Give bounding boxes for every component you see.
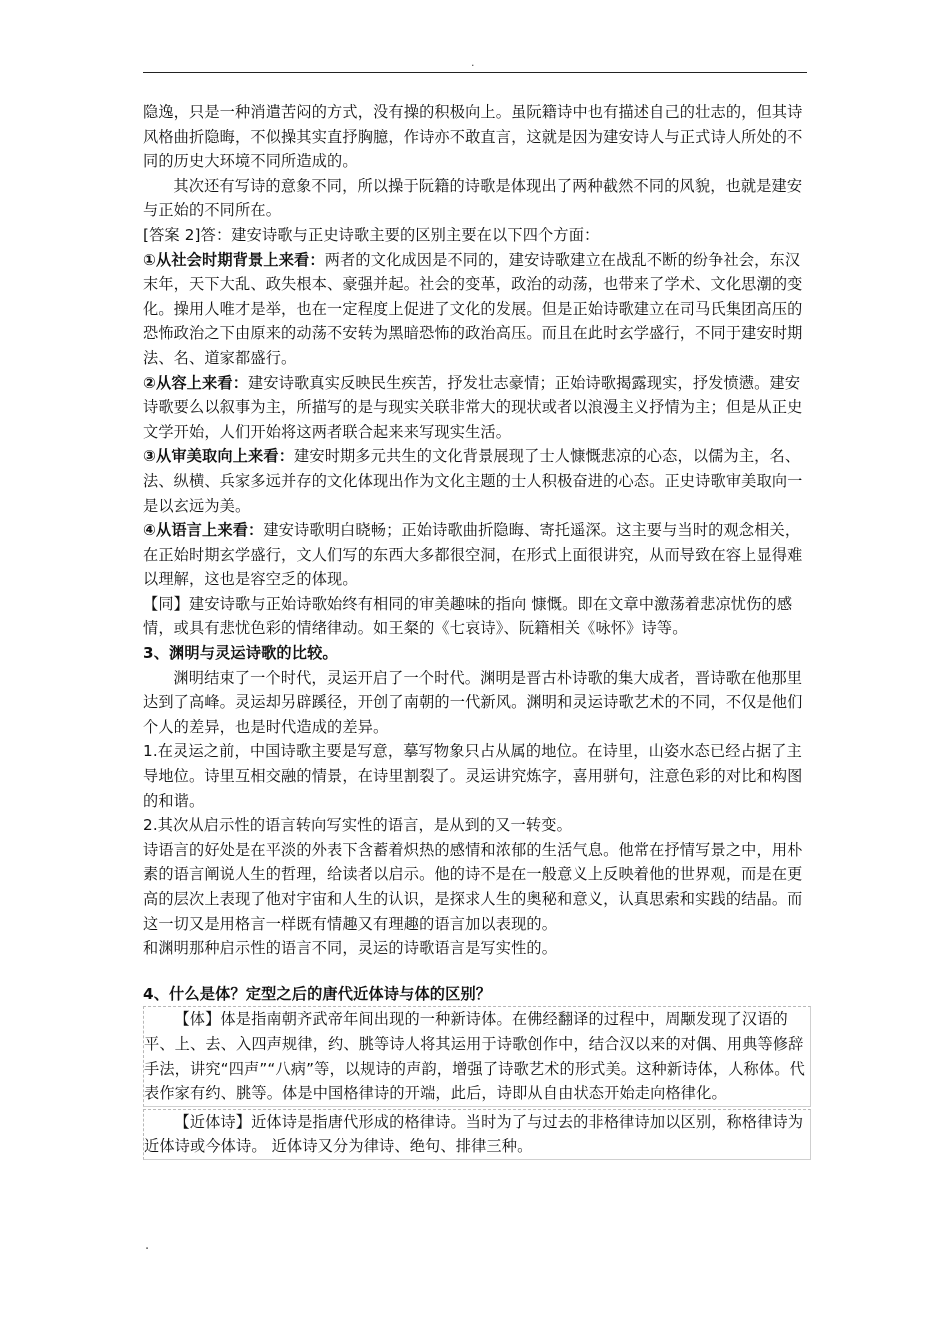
paragraph-continued: 隐逸，只是一种消遣苦闷的方式，没有操的积极向上。虽阮籍诗中也有描述自己的壮志的，但其诗风格曲折隐晦，不似操其实直抒胸臆，作诗亦不敢直言，这就是因为建安诗人与正式诗人所处的不同的历史大环境不同所造成的。 — [143, 103, 803, 171]
point-3-text: 建安时期多元共生的文化背景展现了士人慷慨悲凉的心态，以儒为主，名、法、纵横、兵家多远并存的文化体现出作为文化主题的士人积极奋进的心态。正史诗歌审美取向一是以玄远为美。 — [143, 447, 803, 515]
header-rule — [143, 72, 807, 73]
section-3-heading: 3、渊明与灵运诗歌的比较。 — [143, 644, 338, 663]
definition-ti: 【体】体是指南朝齐武帝年间出现的一种新诗体。在佛经翻译的过程中，周颙发现了汉语的平、上、去、入四声规律，约、朓等诗人将其运用于诗歌创作中，结合汉以来的对偶、用典等修辞手法，讲究“四声”“八病”等，以规诗的声韵，增强了诗歌艺术的形式美。这种新诗体，人称体。代表作家有约、朓等。体是中国格律诗的开端，此后，诗即从自由状态开始走向格律化。 — [143, 1006, 811, 1106]
point-content — [143, 371, 811, 445]
point-4-text: 建安诗歌明白晓畅；正始诗歌曲折隐晦、寄托遥深。这主要与当时的观念相关，在正始时期玄学盛行，文人们写的东西大多都很空洞，在形式上面很讲究，从而导致在容上显得难以理解，这也是容空乏的体现。 — [143, 521, 803, 589]
point-2-text: 建安诗歌真实反映民生疾苦，抒发壮志豪情；正始诗歌揭露现实，抒发愤懑。建安诗歌要么以叙事为主，所描写的是与现实关联非常大的现状或者以浪漫主义抒情为主；但是从正史文学开始，人们开始将这两者联合起来来写现实生活。 — [143, 373, 803, 441]
section-3-language: 诗语言的好处是在平淡的外表下含蓄着炽热的感情和浓郁的生活气息。他常在抒情写景之中，用朴素的语言阐说人生的哲理，给读者以启示。他的诗不是在一般意义上反映着他的世界观，而是在更高的层次上表现了他对宇宙和人生的认识，是探求人生的奥秘和意义，认真思索和实践的结晶。而这一切又是用格言一样既有情趣又有理趣的语言加以表现的。 — [143, 840, 803, 933]
point-language — [143, 518, 811, 592]
section-3-contrast: 和渊明那种启示性的语言不同，灵运的诗歌语言是写实性的。 — [143, 939, 558, 958]
section-3-item-1: 1.在灵运之前，中国诗歌主要是写意，摹写物象只占从属的地位。在诗里，山姿水态已经占据了主导地位。诗里互相交融的情景，在诗里割裂了。灵运讲究炼字，喜用骈句，注意色彩的对比和构图的和谐。 — [143, 742, 803, 810]
section-4-heading: 4、什么是体？定型之后的唐代近体诗与体的区别？ — [143, 984, 492, 1003]
definition-jinti: 【近体诗】近体诗是指唐代形成的格律诗。当时为了与过去的非格律诗加以区别，称格律诗为近体诗或今体诗。 近体诗又分为律诗、绝句、排律三种。 — [143, 1109, 811, 1160]
paragraph-imagery: 其次还有写诗的意象不同，所以操于阮籍的诗歌是体现出了两种截然不同的风貌，也就是建安与正始的不同所在。 — [143, 176, 803, 220]
section-3-item-2: 2.其次从启示性的语言转向写实性的语言，是从到的又一转变。 — [143, 816, 572, 835]
point-social-background — [143, 248, 811, 371]
point-4-lead: ④从语言上来看： — [143, 521, 264, 540]
section-3-intro: 渊明结束了一个时代，灵运开启了一个时代。渊明是晋古朴诗歌的集大成者，晋诗歌在他那里达到了高峰。灵运却另辟蹊径，开创了南朝的一代新风。渊明和灵运诗歌艺术的不同，不仅是他们个人的差异，也是时代造成的差异。 — [143, 668, 803, 736]
point-aesthetics — [143, 444, 811, 518]
footer-mark: . — [145, 1238, 150, 1253]
spacer — [143, 961, 811, 982]
header-mark: . — [471, 56, 475, 69]
similarity-paragraph: 【同】建安诗歌与正始诗歌始终有相同的审美趣味的指向 慷慨。即在文章中激荡着悲凉忧伤的感情，或具有悲忧色彩的情绪律动。如王粲的《七哀诗》、阮籍相关《咏怀》诗等。 — [143, 594, 793, 638]
point-1-text: 两者的文化成因是不同的，建安诗歌建立在战乱不断的纷争社会，东汉末年，天下大乱、政失根本、豪强并起。社会的变革，政治的动荡，也带来了学术、文化思潮的变化。操用人唯才是举，也在一定程度上促进了文化的发展。但是正始诗歌建立在司马氏集团高压的恐怖政治之下由原来的动荡不安转为黑暗恐怖的政治高压。而且在此时玄学盛行，不同于建安时期法、名、道家都盛行。 — [143, 250, 803, 367]
point-3-lead: ③从审美取向上来看： — [143, 447, 295, 466]
answer-2-intro: [答案 2]答：建安诗歌与正史诗歌主要的区别主要在以下四个方面： — [143, 225, 600, 244]
document-body — [143, 100, 811, 1160]
point-2-lead: ②从容上来看： — [143, 373, 249, 392]
point-1-lead: ①从社会时期背景上来看： — [143, 250, 325, 269]
